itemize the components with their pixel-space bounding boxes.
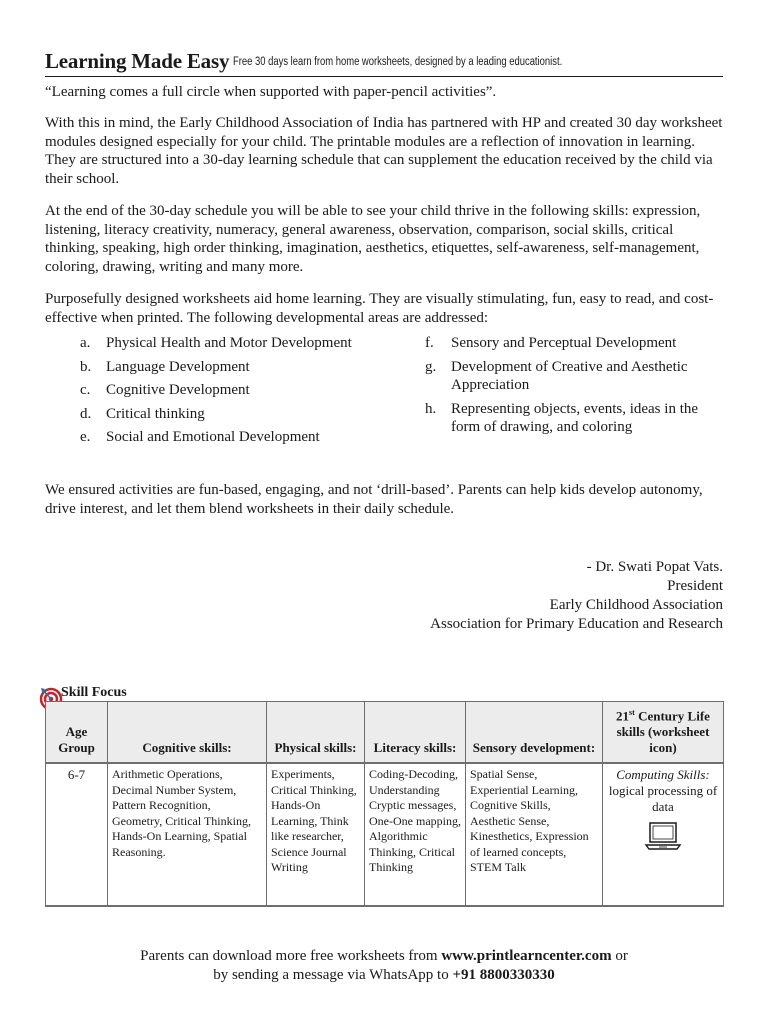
skill-focus-title: Skill Focus xyxy=(61,685,127,700)
col-header-age: Age Group xyxy=(46,702,108,764)
laptop-icon xyxy=(644,821,682,851)
page-subtitle: Free 30 days learn from home worksheets, designed by a leading educationist. xyxy=(233,56,563,68)
cell-age: 6-7 xyxy=(46,763,108,906)
footer xyxy=(45,947,723,985)
cell-sensory: Spatial Sense, Experiential Learning, Cognitive Skills, Aesthetic Sense, Kinesthetics, Expression of learned concepts, STEM Talk xyxy=(466,763,603,906)
list-text: Language Development xyxy=(106,358,250,375)
col-header-physical: Physical skills: xyxy=(267,702,365,764)
list-marker: f. xyxy=(425,335,434,351)
century-number: 21 xyxy=(616,708,630,724)
century-label: Computing Skills: xyxy=(616,767,710,783)
cell-cognitive: Arithmetic Operations, Decimal Number System, Pattern Recognition, Geometry, Critical Thinking, Hands-On Learning, Spatial Reasoning. xyxy=(108,763,267,906)
signature-name: - Dr. Swati Popat Vats. xyxy=(586,559,723,575)
list-marker: e. xyxy=(80,429,91,445)
century-rest: Century Life skills (worksheet icon) xyxy=(616,708,710,756)
cell-century xyxy=(603,763,724,906)
signature-org-secondary: Association for Primary Education and Research xyxy=(430,616,723,632)
page-header xyxy=(45,48,723,77)
footer-line-2 xyxy=(45,966,723,985)
cell-literacy: Coding-Decoding, Understanding Cryptic messages, One-One mapping, Algorithmic Thinking, Critical Thinking xyxy=(365,763,466,906)
footer-text: Parents can download more free worksheets from xyxy=(140,948,442,964)
table-header-row xyxy=(46,702,724,764)
footer-phone: +91 8800330330 xyxy=(452,967,555,983)
table-row xyxy=(46,763,724,906)
footer-text: by sending a message via WhatsApp to xyxy=(213,967,453,983)
areas-list-left xyxy=(80,334,410,452)
areas-list-right xyxy=(425,334,715,442)
list-marker: c. xyxy=(80,382,91,398)
list-marker: g. xyxy=(425,358,437,375)
col-header-cognitive: Cognitive skills: xyxy=(108,702,267,764)
list-text: Critical thinking xyxy=(106,405,205,422)
intro-quote: “Learning comes a full circle when supported with paper-pencil activities”. xyxy=(45,84,497,100)
list-item xyxy=(80,405,410,424)
list-text: Physical Health and Motor Development xyxy=(106,335,352,351)
page-title: Learning Made Easy xyxy=(45,49,230,73)
list-item xyxy=(425,358,715,395)
list-marker: a. xyxy=(80,335,91,351)
paragraph-skills: At the end of the 30-day schedule you will be able to see your child thrive in the following skills: expression, listening, literacy creativity, numeracy, general awareness, observation, comparison, social skills, critical thinking, speaking, high order thinking, imagination, aesthetics, etiquettes, self-awareness, self-management, coloring, drawing, writing and many more. xyxy=(45,203,701,275)
list-item xyxy=(80,428,410,447)
list-marker: d. xyxy=(80,405,92,422)
list-item xyxy=(80,358,410,377)
list-marker: h. xyxy=(425,400,437,417)
list-item xyxy=(425,400,715,437)
cell-physical: Experiments, Critical Thinking, Hands-On Learning, Think like researcher, Science Journal Writing xyxy=(267,763,365,906)
signature-block xyxy=(430,558,723,634)
list-text: Sensory and Perceptual Development xyxy=(451,335,677,351)
footer-text: or xyxy=(611,948,628,964)
footer-line-1 xyxy=(45,947,723,966)
century-text: logical processing of data xyxy=(608,783,718,815)
century-suffix: st xyxy=(629,708,635,717)
list-marker: b. xyxy=(80,358,92,375)
signature-role: President xyxy=(667,578,723,594)
skill-focus-table xyxy=(45,701,724,907)
paragraph-activities: We ensured activities are fun-based, engaging, and not ‘drill-based’. Parents can help kids develop autonomy, drive interest, and let them blend worksheets in their daily schedule. xyxy=(45,482,703,517)
list-text: Social and Emotional Development xyxy=(106,429,320,445)
col-header-sensory: Sensory development: xyxy=(466,702,603,764)
paragraph-partnership: With this in mind, the Early Childhood Association of India has partnered with HP and created 30 day worksheet modules designed especially for your child. The printable modules are a reflection of innovation in learning. They are structured into a 30-day learning schedule that can supplement the education received by the child via their school. xyxy=(45,115,723,187)
list-text: Cognitive Development xyxy=(106,382,250,398)
footer-url-link[interactable]: www.printlearncenter.com xyxy=(441,948,612,964)
col-header-century xyxy=(603,702,724,764)
paragraph-worksheets: Purposefully designed worksheets aid home learning. They are visually stimulating, fun, easy to read, and cost-effective when printed. The following developmental areas are addressed: xyxy=(45,291,714,326)
signature-org: Early Childhood Association xyxy=(549,597,723,613)
list-text: Representing objects, events, ideas in the form of drawing, and coloring xyxy=(451,400,699,435)
list-item xyxy=(425,334,715,353)
list-text: Development of Creative and Aesthetic Appreciation xyxy=(451,358,688,393)
col-header-literacy: Literacy skills: xyxy=(365,702,466,764)
list-item xyxy=(80,334,410,353)
list-item xyxy=(80,381,410,400)
